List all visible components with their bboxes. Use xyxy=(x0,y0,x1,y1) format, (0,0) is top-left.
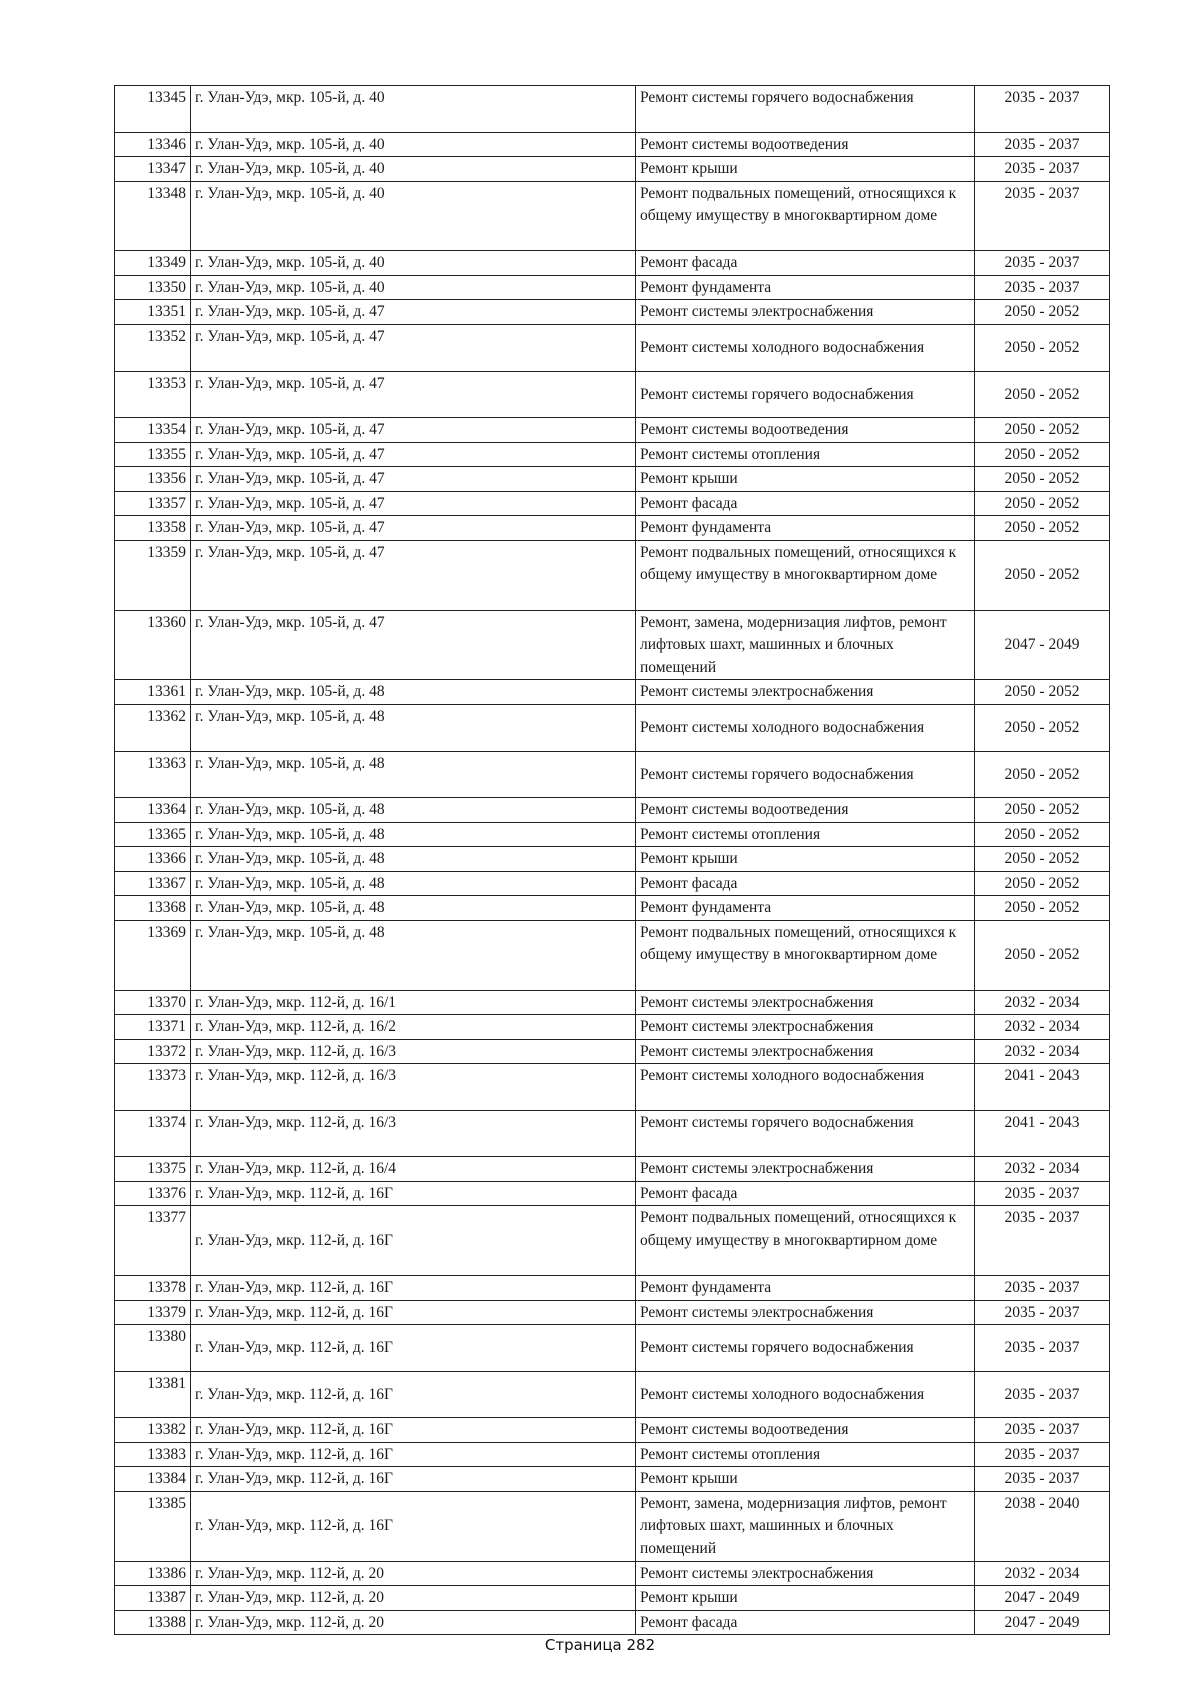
address-cell: г. Улан-Удэ, мкр. 105-й, д. 47 xyxy=(191,467,636,492)
period-cell: 2050 - 2052 xyxy=(975,896,1110,921)
table-row xyxy=(115,418,1110,443)
row-number: 13380 xyxy=(115,1325,191,1372)
table-row xyxy=(115,86,1110,133)
address-cell: г. Улан-Удэ, мкр. 112-й, д. 16Г xyxy=(191,1418,636,1443)
row-number: 13365 xyxy=(115,822,191,847)
page-number: Страница 282 xyxy=(544,1636,656,1654)
table-row xyxy=(115,516,1110,541)
address-cell: г. Улан-Удэ, мкр. 112-й, д. 16/1 xyxy=(191,990,636,1015)
period-cell: 2035 - 2037 xyxy=(975,1300,1110,1325)
work-type-cell: Ремонт системы электроснабжения xyxy=(636,1561,975,1586)
work-type-cell: Ремонт системы водоотведения xyxy=(636,132,975,157)
work-type-cell: Ремонт фундамента xyxy=(636,275,975,300)
address-cell: г. Улан-Удэ, мкр. 105-й, д. 48 xyxy=(191,822,636,847)
period-cell: 2032 - 2034 xyxy=(975,1157,1110,1182)
period-cell: 2035 - 2037 xyxy=(975,1325,1110,1372)
work-type-cell: Ремонт фасада xyxy=(636,1181,975,1206)
table-row xyxy=(115,680,1110,705)
period-cell: 2047 - 2049 xyxy=(975,610,1110,680)
address-cell: г. Улан-Удэ, мкр. 105-й, д. 48 xyxy=(191,871,636,896)
address-cell: г. Улан-Удэ, мкр. 105-й, д. 47 xyxy=(191,491,636,516)
table-row xyxy=(115,1015,1110,1040)
table-row xyxy=(115,990,1110,1015)
row-number: 13379 xyxy=(115,1300,191,1325)
work-type-cell: Ремонт системы отопления xyxy=(636,442,975,467)
table-row xyxy=(115,1442,1110,1467)
work-type-cell: Ремонт системы отопления xyxy=(636,1442,975,1467)
work-type-cell: Ремонт крыши xyxy=(636,157,975,182)
period-cell: 2032 - 2034 xyxy=(975,990,1110,1015)
period-cell: 2032 - 2034 xyxy=(975,1015,1110,1040)
address-cell: г. Улан-Удэ, мкр. 112-й, д. 16Г xyxy=(191,1300,636,1325)
period-cell: 2035 - 2037 xyxy=(975,86,1110,133)
period-cell: 2035 - 2037 xyxy=(975,157,1110,182)
row-number: 13375 xyxy=(115,1157,191,1182)
address-cell: г. Улан-Удэ, мкр. 105-й, д. 40 xyxy=(191,181,636,251)
work-type-cell: Ремонт фундамента xyxy=(636,896,975,921)
table-row xyxy=(115,1418,1110,1443)
table-row xyxy=(115,1491,1110,1561)
row-number: 13383 xyxy=(115,1442,191,1467)
table-row xyxy=(115,896,1110,921)
table-row xyxy=(115,871,1110,896)
address-cell: г. Улан-Удэ, мкр. 112-й, д. 16Г xyxy=(191,1491,636,1561)
row-number: 13372 xyxy=(115,1039,191,1064)
period-cell: 2050 - 2052 xyxy=(975,467,1110,492)
address-cell: г. Улан-Удэ, мкр. 112-й, д. 20 xyxy=(191,1561,636,1586)
work-type-cell: Ремонт системы горячего водоснабжения xyxy=(636,371,975,418)
address-cell: г. Улан-Удэ, мкр. 105-й, д. 48 xyxy=(191,704,636,751)
work-type-cell: Ремонт фасада xyxy=(636,871,975,896)
row-number: 13358 xyxy=(115,516,191,541)
period-cell: 2050 - 2052 xyxy=(975,540,1110,610)
period-cell: 2041 - 2043 xyxy=(975,1064,1110,1111)
row-number: 13349 xyxy=(115,251,191,276)
work-type-cell: Ремонт системы электроснабжения xyxy=(636,1039,975,1064)
work-type-cell: Ремонт системы электроснабжения xyxy=(636,1015,975,1040)
row-number: 13347 xyxy=(115,157,191,182)
period-cell: 2035 - 2037 xyxy=(975,251,1110,276)
address-cell: г. Улан-Удэ, мкр. 112-й, д. 16Г xyxy=(191,1371,636,1418)
address-cell: г. Улан-Удэ, мкр. 105-й, д. 48 xyxy=(191,920,636,990)
work-type-cell: Ремонт фундамента xyxy=(636,1276,975,1301)
address-cell: г. Улан-Удэ, мкр. 112-й, д. 16/2 xyxy=(191,1015,636,1040)
address-cell: г. Улан-Удэ, мкр. 112-й, д. 16Г xyxy=(191,1325,636,1372)
work-type-cell: Ремонт системы электроснабжения xyxy=(636,1157,975,1182)
row-number: 13346 xyxy=(115,132,191,157)
address-cell: г. Улан-Удэ, мкр. 105-й, д. 47 xyxy=(191,324,636,371)
work-type-cell: Ремонт крыши xyxy=(636,1586,975,1611)
row-number: 13377 xyxy=(115,1206,191,1276)
table-row xyxy=(115,1300,1110,1325)
table-row xyxy=(115,1206,1110,1276)
row-number: 13352 xyxy=(115,324,191,371)
work-type-cell: Ремонт системы холодного водоснабжения xyxy=(636,1064,975,1111)
period-cell: 2050 - 2052 xyxy=(975,751,1110,798)
table-row xyxy=(115,467,1110,492)
table-row xyxy=(115,181,1110,251)
table-row xyxy=(115,1181,1110,1206)
address-cell: г. Улан-Удэ, мкр. 105-й, д. 47 xyxy=(191,516,636,541)
period-cell: 2050 - 2052 xyxy=(975,516,1110,541)
table-row xyxy=(115,491,1110,516)
period-cell: 2035 - 2037 xyxy=(975,1467,1110,1492)
table-body xyxy=(115,86,1110,1635)
table-row xyxy=(115,132,1110,157)
period-cell: 2050 - 2052 xyxy=(975,798,1110,823)
address-cell: г. Улан-Удэ, мкр. 105-й, д. 47 xyxy=(191,300,636,325)
work-type-cell: Ремонт фасада xyxy=(636,491,975,516)
table-row xyxy=(115,300,1110,325)
row-number: 13362 xyxy=(115,704,191,751)
table-row xyxy=(115,1157,1110,1182)
period-cell: 2032 - 2034 xyxy=(975,1039,1110,1064)
capital-repair-table xyxy=(114,85,1110,1635)
work-type-cell: Ремонт, замена, модернизация лифтов, ремонт лифтовых шахт, машинных и блочных помещений xyxy=(636,1491,975,1561)
work-type-cell: Ремонт фасада xyxy=(636,1610,975,1635)
work-type-cell: Ремонт подвальных помещений, относящихся к общему имуществу в многоквартирном доме xyxy=(636,1206,975,1276)
period-cell: 2035 - 2037 xyxy=(975,1371,1110,1418)
table-row xyxy=(115,1586,1110,1611)
row-number: 13385 xyxy=(115,1491,191,1561)
row-number: 13371 xyxy=(115,1015,191,1040)
address-cell: г. Улан-Удэ, мкр. 105-й, д. 47 xyxy=(191,442,636,467)
address-cell: г. Улан-Удэ, мкр. 105-й, д. 40 xyxy=(191,275,636,300)
table-row xyxy=(115,1371,1110,1418)
address-cell: г. Улан-Удэ, мкр. 105-й, д. 40 xyxy=(191,251,636,276)
table-row xyxy=(115,371,1110,418)
address-cell: г. Улан-Удэ, мкр. 105-й, д. 48 xyxy=(191,798,636,823)
table-row xyxy=(115,1039,1110,1064)
work-type-cell: Ремонт крыши xyxy=(636,1467,975,1492)
period-cell: 2050 - 2052 xyxy=(975,847,1110,872)
table-row xyxy=(115,1276,1110,1301)
table-row xyxy=(115,751,1110,798)
work-type-cell: Ремонт системы водоотведения xyxy=(636,798,975,823)
work-type-cell: Ремонт фундамента xyxy=(636,516,975,541)
work-type-cell: Ремонт системы отопления xyxy=(636,822,975,847)
work-type-cell: Ремонт крыши xyxy=(636,847,975,872)
work-type-cell: Ремонт системы электроснабжения xyxy=(636,990,975,1015)
row-number: 13354 xyxy=(115,418,191,443)
row-number: 13356 xyxy=(115,467,191,492)
period-cell: 2050 - 2052 xyxy=(975,324,1110,371)
work-type-cell: Ремонт системы водоотведения xyxy=(636,418,975,443)
row-number: 13355 xyxy=(115,442,191,467)
work-type-cell: Ремонт, замена, модернизация лифтов, ремонт лифтовых шахт, машинных и блочных помещений xyxy=(636,610,975,680)
table-row xyxy=(115,847,1110,872)
address-cell: г. Улан-Удэ, мкр. 112-й, д. 16/4 xyxy=(191,1157,636,1182)
period-cell: 2050 - 2052 xyxy=(975,822,1110,847)
row-number: 13388 xyxy=(115,1610,191,1635)
period-cell: 2035 - 2037 xyxy=(975,1276,1110,1301)
row-number: 13381 xyxy=(115,1371,191,1418)
period-cell: 2047 - 2049 xyxy=(975,1586,1110,1611)
period-cell: 2050 - 2052 xyxy=(975,300,1110,325)
table-row xyxy=(115,1610,1110,1635)
period-cell: 2047 - 2049 xyxy=(975,1610,1110,1635)
period-cell: 2050 - 2052 xyxy=(975,680,1110,705)
period-cell: 2035 - 2037 xyxy=(975,132,1110,157)
period-cell: 2050 - 2052 xyxy=(975,491,1110,516)
period-cell: 2041 - 2043 xyxy=(975,1110,1110,1157)
row-number: 13386 xyxy=(115,1561,191,1586)
work-type-cell: Ремонт системы холодного водоснабжения xyxy=(636,324,975,371)
row-number: 13374 xyxy=(115,1110,191,1157)
address-cell: г. Улан-Удэ, мкр. 105-й, д. 48 xyxy=(191,847,636,872)
address-cell: г. Улан-Удэ, мкр. 105-й, д. 47 xyxy=(191,418,636,443)
period-cell: 2035 - 2037 xyxy=(975,181,1110,251)
address-cell: г. Улан-Удэ, мкр. 105-й, д. 47 xyxy=(191,610,636,680)
table-row xyxy=(115,798,1110,823)
table-row xyxy=(115,822,1110,847)
address-cell: г. Улан-Удэ, мкр. 105-й, д. 47 xyxy=(191,371,636,418)
period-cell: 2038 - 2040 xyxy=(975,1491,1110,1561)
address-cell: г. Улан-Удэ, мкр. 112-й, д. 20 xyxy=(191,1586,636,1611)
row-number: 13384 xyxy=(115,1467,191,1492)
period-cell: 2050 - 2052 xyxy=(975,442,1110,467)
work-type-cell: Ремонт системы водоотведения xyxy=(636,1418,975,1443)
period-cell: 2050 - 2052 xyxy=(975,920,1110,990)
period-cell: 2032 - 2034 xyxy=(975,1561,1110,1586)
period-cell: 2035 - 2037 xyxy=(975,275,1110,300)
row-number: 13370 xyxy=(115,990,191,1015)
table-row xyxy=(115,251,1110,276)
work-type-cell: Ремонт подвальных помещений, относящихся к общему имуществу в многоквартирном доме xyxy=(636,920,975,990)
period-cell: 2035 - 2037 xyxy=(975,1206,1110,1276)
address-cell: г. Улан-Удэ, мкр. 105-й, д. 40 xyxy=(191,86,636,133)
row-number: 13364 xyxy=(115,798,191,823)
row-number: 13363 xyxy=(115,751,191,798)
table-row xyxy=(115,1561,1110,1586)
table-row xyxy=(115,275,1110,300)
table-row xyxy=(115,1467,1110,1492)
address-cell: г. Улан-Удэ, мкр. 105-й, д. 48 xyxy=(191,751,636,798)
table-row xyxy=(115,1110,1110,1157)
address-cell: г. Улан-Удэ, мкр. 105-й, д. 47 xyxy=(191,540,636,610)
period-cell: 2035 - 2037 xyxy=(975,1442,1110,1467)
table-row xyxy=(115,1325,1110,1372)
row-number: 13350 xyxy=(115,275,191,300)
table-row xyxy=(115,540,1110,610)
address-cell: г. Улан-Удэ, мкр. 112-й, д. 16Г xyxy=(191,1206,636,1276)
row-number: 13361 xyxy=(115,680,191,705)
table-row xyxy=(115,1064,1110,1111)
work-type-cell: Ремонт системы электроснабжения xyxy=(636,1300,975,1325)
address-cell: г. Улан-Удэ, мкр. 105-й, д. 48 xyxy=(191,896,636,921)
address-cell: г. Улан-Удэ, мкр. 112-й, д. 16/3 xyxy=(191,1110,636,1157)
row-number: 13368 xyxy=(115,896,191,921)
period-cell: 2050 - 2052 xyxy=(975,418,1110,443)
table-row xyxy=(115,442,1110,467)
address-cell: г. Улан-Удэ, мкр. 112-й, д. 16/3 xyxy=(191,1064,636,1111)
address-cell: г. Улан-Удэ, мкр. 112-й, д. 20 xyxy=(191,1610,636,1635)
work-type-cell: Ремонт фасада xyxy=(636,251,975,276)
work-type-cell: Ремонт системы электроснабжения xyxy=(636,300,975,325)
row-number: 13353 xyxy=(115,371,191,418)
address-cell: г. Улан-Удэ, мкр. 105-й, д. 40 xyxy=(191,157,636,182)
work-type-cell: Ремонт системы горячего водоснабжения xyxy=(636,86,975,133)
address-cell: г. Улан-Удэ, мкр. 112-й, д. 16Г xyxy=(191,1276,636,1301)
address-cell: г. Улан-Удэ, мкр. 112-й, д. 16Г xyxy=(191,1442,636,1467)
address-cell: г. Улан-Удэ, мкр. 112-й, д. 16Г xyxy=(191,1181,636,1206)
row-number: 13382 xyxy=(115,1418,191,1443)
period-cell: 2050 - 2052 xyxy=(975,704,1110,751)
row-number: 13387 xyxy=(115,1586,191,1611)
work-type-cell: Ремонт системы холодного водоснабжения xyxy=(636,704,975,751)
work-type-cell: Ремонт системы горячего водоснабжения xyxy=(636,751,975,798)
row-number: 13357 xyxy=(115,491,191,516)
work-type-cell: Ремонт системы горячего водоснабжения xyxy=(636,1110,975,1157)
row-number: 13351 xyxy=(115,300,191,325)
work-type-cell: Ремонт подвальных помещений, относящихся к общему имуществу в многоквартирном доме xyxy=(636,540,975,610)
row-number: 13348 xyxy=(115,181,191,251)
work-type-cell: Ремонт системы электроснабжения xyxy=(636,680,975,705)
row-number: 13376 xyxy=(115,1181,191,1206)
address-cell: г. Улан-Удэ, мкр. 105-й, д. 40 xyxy=(191,132,636,157)
address-cell: г. Улан-Удэ, мкр. 112-й, д. 16/3 xyxy=(191,1039,636,1064)
row-number: 13360 xyxy=(115,610,191,680)
period-cell: 2035 - 2037 xyxy=(975,1181,1110,1206)
row-number: 13345 xyxy=(115,86,191,133)
row-number: 13378 xyxy=(115,1276,191,1301)
table-row xyxy=(115,610,1110,680)
work-type-cell: Ремонт подвальных помещений, относящихся к общему имуществу в многоквартирном доме xyxy=(636,181,975,251)
table-row xyxy=(115,157,1110,182)
row-number: 13369 xyxy=(115,920,191,990)
row-number: 13366 xyxy=(115,847,191,872)
work-type-cell: Ремонт системы холодного водоснабжения xyxy=(636,1371,975,1418)
row-number: 13359 xyxy=(115,540,191,610)
table-row xyxy=(115,704,1110,751)
period-cell: 2050 - 2052 xyxy=(975,871,1110,896)
table-row xyxy=(115,324,1110,371)
row-number: 13367 xyxy=(115,871,191,896)
period-cell: 2035 - 2037 xyxy=(975,1418,1110,1443)
address-cell: г. Улан-Удэ, мкр. 112-й, д. 16Г xyxy=(191,1467,636,1492)
table-row xyxy=(115,920,1110,990)
period-cell: 2050 - 2052 xyxy=(975,371,1110,418)
address-cell: г. Улан-Удэ, мкр. 105-й, д. 48 xyxy=(191,680,636,705)
work-type-cell: Ремонт крыши xyxy=(636,467,975,492)
work-type-cell: Ремонт системы горячего водоснабжения xyxy=(636,1325,975,1372)
row-number: 13373 xyxy=(115,1064,191,1111)
